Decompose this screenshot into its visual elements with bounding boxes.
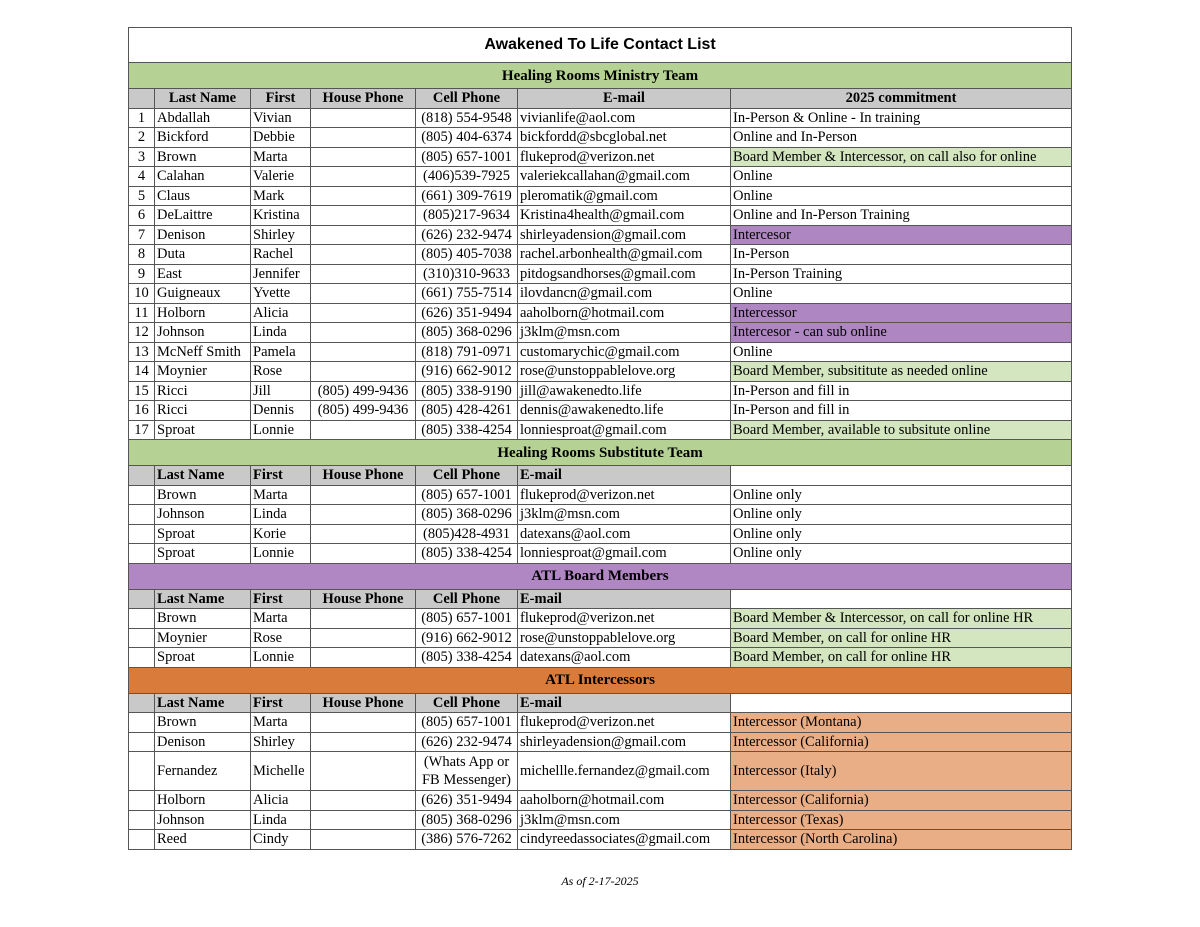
- cell-phone-cell: (626) 351-9494: [416, 791, 518, 811]
- table-row: [129, 264, 1072, 284]
- row-number: 2: [129, 128, 155, 148]
- row-number: 17: [129, 420, 155, 440]
- email-cell: valeriekcallahan@gmail.com: [518, 167, 731, 187]
- first-name-cell: Rose: [251, 628, 311, 648]
- commitment-cell: Online only: [731, 485, 1072, 505]
- table-row: [129, 108, 1072, 128]
- last-name-cell: Brown: [155, 147, 251, 167]
- header-cell-phone: Cell Phone: [416, 693, 518, 713]
- row-number: 9: [129, 264, 155, 284]
- row-number: 7: [129, 225, 155, 245]
- email-cell: shirleyadension@gmail.com: [518, 225, 731, 245]
- commitment-cell: Intercessor (California): [731, 732, 1072, 752]
- header-number: [129, 466, 155, 486]
- last-name-cell: East: [155, 264, 251, 284]
- house-phone-cell: [311, 362, 416, 382]
- last-name-cell: Sproat: [155, 420, 251, 440]
- commitment-cell: In-Person & Online - In training: [731, 108, 1072, 128]
- row-number: [129, 524, 155, 544]
- header-house-phone: House Phone: [311, 693, 416, 713]
- header-email: E-mail: [518, 89, 731, 109]
- last-name-cell: Johnson: [155, 810, 251, 830]
- house-phone-cell: [311, 303, 416, 323]
- commitment-cell: Online and In-Person Training: [731, 206, 1072, 226]
- table-row: [129, 544, 1072, 564]
- first-name-cell: Linda: [251, 810, 311, 830]
- email-cell: Kristina4health@gmail.com: [518, 206, 731, 226]
- cell-phone-cell: (805)428-4931: [416, 524, 518, 544]
- commitment-cell: Intercessor (North Carolina): [731, 830, 1072, 850]
- table-row: [129, 381, 1072, 401]
- commitment-cell: Board Member, on call for online HR: [731, 628, 1072, 648]
- house-phone-cell: [311, 128, 416, 148]
- substitute-section-heading: Healing Rooms Substitute Team: [129, 440, 1072, 466]
- first-name-cell: Rachel: [251, 245, 311, 265]
- email-cell: aaholborn@hotmail.com: [518, 791, 731, 811]
- header-number: [129, 589, 155, 609]
- email-cell: pitdogsandhorses@gmail.com: [518, 264, 731, 284]
- row-number: 11: [129, 303, 155, 323]
- row-number: [129, 505, 155, 525]
- cell-phone-cell: (805) 657-1001: [416, 609, 518, 629]
- cell-phone-cell: (805) 338-4254: [416, 648, 518, 668]
- house-phone-cell: [311, 264, 416, 284]
- table-row: [129, 303, 1072, 323]
- cell-phone-cell: (805) 368-0296: [416, 810, 518, 830]
- last-name-cell: DeLaittre: [155, 206, 251, 226]
- table-row: [129, 245, 1072, 265]
- first-name-cell: Marta: [251, 713, 311, 733]
- table-row: [129, 713, 1072, 733]
- table-row: [129, 648, 1072, 668]
- email-cell: rose@unstoppablelove.org: [518, 362, 731, 382]
- cell-phone-cell: (661) 755-7514: [416, 284, 518, 304]
- cell-phone-cell: (406)539-7925: [416, 167, 518, 187]
- cell-phone-cell: (626) 351-9494: [416, 303, 518, 323]
- header-number: [129, 693, 155, 713]
- commitment-cell: Intercessor (Italy): [731, 752, 1072, 791]
- first-name-cell: Rose: [251, 362, 311, 382]
- header-commitment-blank: [731, 589, 1072, 609]
- first-name-cell: Cindy: [251, 830, 311, 850]
- last-name-cell: Sproat: [155, 524, 251, 544]
- last-name-cell: Johnson: [155, 505, 251, 525]
- last-name-cell: Abdallah: [155, 108, 251, 128]
- house-phone-cell: [311, 225, 416, 245]
- commitment-cell: Intercessor (Montana): [731, 713, 1072, 733]
- first-name-cell: Marta: [251, 485, 311, 505]
- header-last-name: Last Name: [155, 693, 251, 713]
- table-row: [129, 420, 1072, 440]
- cell-phone-cell: (805) 428-4261: [416, 401, 518, 421]
- table-row: [129, 732, 1072, 752]
- last-name-cell: Brown: [155, 609, 251, 629]
- last-name-cell: Johnson: [155, 323, 251, 343]
- commitment-cell: Intercessor (Texas): [731, 810, 1072, 830]
- email-cell: customarychic@gmail.com: [518, 342, 731, 362]
- row-number: [129, 544, 155, 564]
- house-phone-cell: [311, 167, 416, 187]
- cell-phone-cell: (805) 338-4254: [416, 544, 518, 564]
- row-number: [129, 628, 155, 648]
- first-name-cell: Dennis: [251, 401, 311, 421]
- as-of-date: As of 2-17-2025: [561, 874, 639, 888]
- commitment-cell: Online: [731, 167, 1072, 187]
- table-row: [129, 401, 1072, 421]
- table-row: [129, 830, 1072, 850]
- last-name-cell: Holborn: [155, 303, 251, 323]
- title-row: [129, 28, 1072, 63]
- cell-phone-cell: (386) 576-7262: [416, 830, 518, 850]
- row-number: 3: [129, 147, 155, 167]
- header-commitment-blank: [731, 693, 1072, 713]
- first-name-cell: Linda: [251, 505, 311, 525]
- header-email: E-mail: [518, 693, 731, 713]
- header-last-name: Last Name: [155, 89, 251, 109]
- cell-phone-cell: (818) 554-9548: [416, 108, 518, 128]
- row-number: 1: [129, 108, 155, 128]
- header-email: E-mail: [518, 589, 731, 609]
- commitment-cell: Online: [731, 342, 1072, 362]
- house-phone-cell: [311, 420, 416, 440]
- commitment-cell: Intercesor: [731, 225, 1072, 245]
- table-row: [129, 186, 1072, 206]
- email-cell: lonniesproat@gmail.com: [518, 420, 731, 440]
- table-row: [129, 628, 1072, 648]
- first-name-cell: Linda: [251, 323, 311, 343]
- email-cell: ilovdancn@gmail.com: [518, 284, 731, 304]
- substitute-section-heading-row: [129, 440, 1072, 466]
- row-number: 6: [129, 206, 155, 226]
- house-phone-cell: [311, 609, 416, 629]
- commitment-cell: Board Member, on call for online HR: [731, 648, 1072, 668]
- first-name-cell: Korie: [251, 524, 311, 544]
- commitment-cell: In-Person and fill in: [731, 401, 1072, 421]
- first-name-cell: Shirley: [251, 225, 311, 245]
- header-house-phone: House Phone: [311, 589, 416, 609]
- email-cell: lonniesproat@gmail.com: [518, 544, 731, 564]
- table-row: [129, 485, 1072, 505]
- last-name-cell: Denison: [155, 225, 251, 245]
- house-phone-cell: [311, 830, 416, 850]
- first-name-cell: Debbie: [251, 128, 311, 148]
- cell-phone-cell: (805) 404-6374: [416, 128, 518, 148]
- cell-phone-cell: (916) 662-9012: [416, 362, 518, 382]
- header-house-phone: House Phone: [311, 89, 416, 109]
- row-number: [129, 648, 155, 668]
- email-cell: j3klm@msn.com: [518, 810, 731, 830]
- first-name-cell: Marta: [251, 147, 311, 167]
- cell-phone-cell: (805) 405-7038: [416, 245, 518, 265]
- email-cell: pleromatik@gmail.com: [518, 186, 731, 206]
- cell-phone-cell: (805)217-9634: [416, 206, 518, 226]
- first-name-cell: Lonnie: [251, 544, 311, 564]
- row-number: 5: [129, 186, 155, 206]
- row-number: 10: [129, 284, 155, 304]
- table-row: [129, 362, 1072, 382]
- cell-phone-cell: (805) 657-1001: [416, 147, 518, 167]
- row-number: 8: [129, 245, 155, 265]
- house-phone-cell: [311, 524, 416, 544]
- house-phone-cell: [311, 342, 416, 362]
- first-name-cell: Alicia: [251, 303, 311, 323]
- commitment-cell: Board Member, subsititute as needed online: [731, 362, 1072, 382]
- house-phone-cell: [311, 186, 416, 206]
- house-phone-cell: [311, 147, 416, 167]
- last-name-cell: Denison: [155, 732, 251, 752]
- ministry-section-heading-row: [129, 63, 1072, 89]
- first-name-cell: Lonnie: [251, 648, 311, 668]
- first-name-cell: Marta: [251, 609, 311, 629]
- email-cell: bickfordd@sbcglobal.net: [518, 128, 731, 148]
- house-phone-cell: [311, 108, 416, 128]
- house-phone-cell: [311, 544, 416, 564]
- last-name-cell: Calahan: [155, 167, 251, 187]
- cell-phone-cell: (661) 309-7619: [416, 186, 518, 206]
- email-cell: michellle.fernandez@gmail.com: [518, 752, 731, 791]
- row-number: 16: [129, 401, 155, 421]
- email-cell: flukeprod@verizon.net: [518, 147, 731, 167]
- intercessors-section-heading: ATL Intercessors: [129, 667, 1072, 693]
- header-commitment: 2025 commitment: [731, 89, 1072, 109]
- table-row: [129, 206, 1072, 226]
- first-name-cell: Alicia: [251, 791, 311, 811]
- last-name-cell: Duta: [155, 245, 251, 265]
- commitment-cell: Online and In-Person: [731, 128, 1072, 148]
- cell-phone-cell: (818) 791-0971: [416, 342, 518, 362]
- commitment-cell: Online only: [731, 544, 1072, 564]
- house-phone-cell: [311, 323, 416, 343]
- cell-phone-cell: (Whats App or FB Messenger): [416, 752, 518, 791]
- house-phone-cell: [311, 284, 416, 304]
- first-name-cell: Mark: [251, 186, 311, 206]
- first-name-cell: Jill: [251, 381, 311, 401]
- house-phone-cell: [311, 485, 416, 505]
- row-number: [129, 609, 155, 629]
- table-row: [129, 323, 1072, 343]
- row-number: [129, 752, 155, 791]
- table-row: [129, 505, 1072, 525]
- email-cell: flukeprod@verizon.net: [518, 485, 731, 505]
- row-number: [129, 830, 155, 850]
- cell-phone-cell: (626) 232-9474: [416, 732, 518, 752]
- email-cell: shirleyadension@gmail.com: [518, 732, 731, 752]
- header-number: [129, 89, 155, 109]
- row-number: [129, 791, 155, 811]
- row-number: 13: [129, 342, 155, 362]
- table-row: [129, 128, 1072, 148]
- house-phone-cell: [311, 505, 416, 525]
- header-commitment-blank: [731, 466, 1072, 486]
- commitment-cell: Board Member, available to subsitute online: [731, 420, 1072, 440]
- first-name-cell: Michelle: [251, 752, 311, 791]
- house-phone-cell: [311, 752, 416, 791]
- house-phone-cell: [311, 732, 416, 752]
- table-row: [129, 225, 1072, 245]
- house-phone-cell: [311, 713, 416, 733]
- email-cell: dennis@awakenedto.life: [518, 401, 731, 421]
- last-name-cell: Brown: [155, 485, 251, 505]
- last-name-cell: Sproat: [155, 544, 251, 564]
- table-row: [129, 342, 1072, 362]
- table-row: [129, 609, 1072, 629]
- cell-phone-cell: (310)310-9633: [416, 264, 518, 284]
- cell-phone-cell: (805) 368-0296: [416, 505, 518, 525]
- board-section-heading-row: [129, 563, 1072, 589]
- cell-phone-cell: (805) 368-0296: [416, 323, 518, 343]
- table-row: [129, 810, 1072, 830]
- commitment-cell: Intercessor: [731, 303, 1072, 323]
- header-cell-phone: Cell Phone: [416, 466, 518, 486]
- page-title: Awakened To Life Contact List: [129, 28, 1072, 63]
- commitment-cell: Intercessor (California): [731, 791, 1072, 811]
- row-number: 15: [129, 381, 155, 401]
- row-number: 4: [129, 167, 155, 187]
- house-phone-cell: [311, 628, 416, 648]
- header-house-phone: House Phone: [311, 466, 416, 486]
- commitment-cell: Online: [731, 284, 1072, 304]
- commitment-cell: Board Member & Intercessor, on call also for online: [731, 147, 1072, 167]
- last-name-cell: Ricci: [155, 401, 251, 421]
- email-cell: flukeprod@verizon.net: [518, 713, 731, 733]
- first-name-cell: Yvette: [251, 284, 311, 304]
- email-cell: cindyreedassociates@gmail.com: [518, 830, 731, 850]
- email-cell: rose@unstoppablelove.org: [518, 628, 731, 648]
- cell-phone-cell: (626) 232-9474: [416, 225, 518, 245]
- last-name-cell: Guigneaux: [155, 284, 251, 304]
- board-section-heading: ATL Board Members: [129, 563, 1072, 589]
- row-number: [129, 713, 155, 733]
- last-name-cell: Moynier: [155, 362, 251, 382]
- commitment-cell: Online only: [731, 524, 1072, 544]
- commitment-cell: In-Person and fill in: [731, 381, 1072, 401]
- last-name-cell: McNeff Smith: [155, 342, 251, 362]
- header-cell-phone: Cell Phone: [416, 589, 518, 609]
- header-first-name: First: [251, 693, 311, 713]
- row-number: 14: [129, 362, 155, 382]
- house-phone-cell: [311, 810, 416, 830]
- intercessors-section-heading-row: [129, 667, 1072, 693]
- house-phone-cell: [311, 206, 416, 226]
- header-first-name: First: [251, 466, 311, 486]
- table-row: [129, 524, 1072, 544]
- email-cell: datexans@aol.com: [518, 648, 731, 668]
- row-number: [129, 810, 155, 830]
- commitment-cell: In-Person Training: [731, 264, 1072, 284]
- email-cell: datexans@aol.com: [518, 524, 731, 544]
- table-row: [129, 752, 1072, 791]
- header-email: E-mail: [518, 466, 731, 486]
- email-cell: aaholborn@hotmail.com: [518, 303, 731, 323]
- last-name-cell: Brown: [155, 713, 251, 733]
- last-name-cell: Reed: [155, 830, 251, 850]
- header-last-name: Last Name: [155, 589, 251, 609]
- contact-list-table: [128, 27, 1072, 850]
- ministry-header-row: [129, 89, 1072, 109]
- ministry-section-heading: Healing Rooms Ministry Team: [129, 63, 1072, 89]
- first-name-cell: Lonnie: [251, 420, 311, 440]
- first-name-cell: Jennifer: [251, 264, 311, 284]
- cell-phone-cell: (805) 657-1001: [416, 485, 518, 505]
- row-number: [129, 732, 155, 752]
- commitment-cell: Board Member & Intercessor, on call for online HR: [731, 609, 1072, 629]
- cell-phone-cell: (805) 657-1001: [416, 713, 518, 733]
- table-row: [129, 284, 1072, 304]
- row-number: [129, 485, 155, 505]
- cell-phone-cell: (805) 338-4254: [416, 420, 518, 440]
- email-cell: flukeprod@verizon.net: [518, 609, 731, 629]
- email-cell: vivianlife@aol.com: [518, 108, 731, 128]
- header-cell-phone: Cell Phone: [416, 89, 518, 109]
- last-name-cell: Holborn: [155, 791, 251, 811]
- row-number: 12: [129, 323, 155, 343]
- house-phone-cell: (805) 499-9436: [311, 381, 416, 401]
- header-first-name: First: [251, 89, 311, 109]
- cell-phone-cell: (805) 338-9190: [416, 381, 518, 401]
- table-row: [129, 167, 1072, 187]
- commitment-cell: In-Person: [731, 245, 1072, 265]
- email-cell: j3klm@msn.com: [518, 505, 731, 525]
- house-phone-cell: [311, 648, 416, 668]
- house-phone-cell: [311, 245, 416, 265]
- email-cell: j3klm@msn.com: [518, 323, 731, 343]
- table-row: [129, 147, 1072, 167]
- header-last-name: Last Name: [155, 466, 251, 486]
- commitment-cell: Online only: [731, 505, 1072, 525]
- first-name-cell: Kristina: [251, 206, 311, 226]
- first-name-cell: Pamela: [251, 342, 311, 362]
- commitment-cell: Intercesor - can sub online: [731, 323, 1072, 343]
- email-cell: jill@awakenedto.life: [518, 381, 731, 401]
- intercessors-header-row: [129, 693, 1072, 713]
- board-header-row: [129, 589, 1072, 609]
- last-name-cell: Fernandez: [155, 752, 251, 791]
- substitute-header-row: [129, 466, 1072, 486]
- last-name-cell: Moynier: [155, 628, 251, 648]
- cell-phone-cell: (916) 662-9012: [416, 628, 518, 648]
- email-cell: rachel.arbonhealth@gmail.com: [518, 245, 731, 265]
- last-name-cell: Sproat: [155, 648, 251, 668]
- last-name-cell: Bickford: [155, 128, 251, 148]
- header-first-name: First: [251, 589, 311, 609]
- commitment-cell: Online: [731, 186, 1072, 206]
- first-name-cell: Valerie: [251, 167, 311, 187]
- first-name-cell: Vivian: [251, 108, 311, 128]
- house-phone-cell: (805) 499-9436: [311, 401, 416, 421]
- house-phone-cell: [311, 791, 416, 811]
- last-name-cell: Ricci: [155, 381, 251, 401]
- first-name-cell: Shirley: [251, 732, 311, 752]
- table-row: [129, 791, 1072, 811]
- last-name-cell: Claus: [155, 186, 251, 206]
